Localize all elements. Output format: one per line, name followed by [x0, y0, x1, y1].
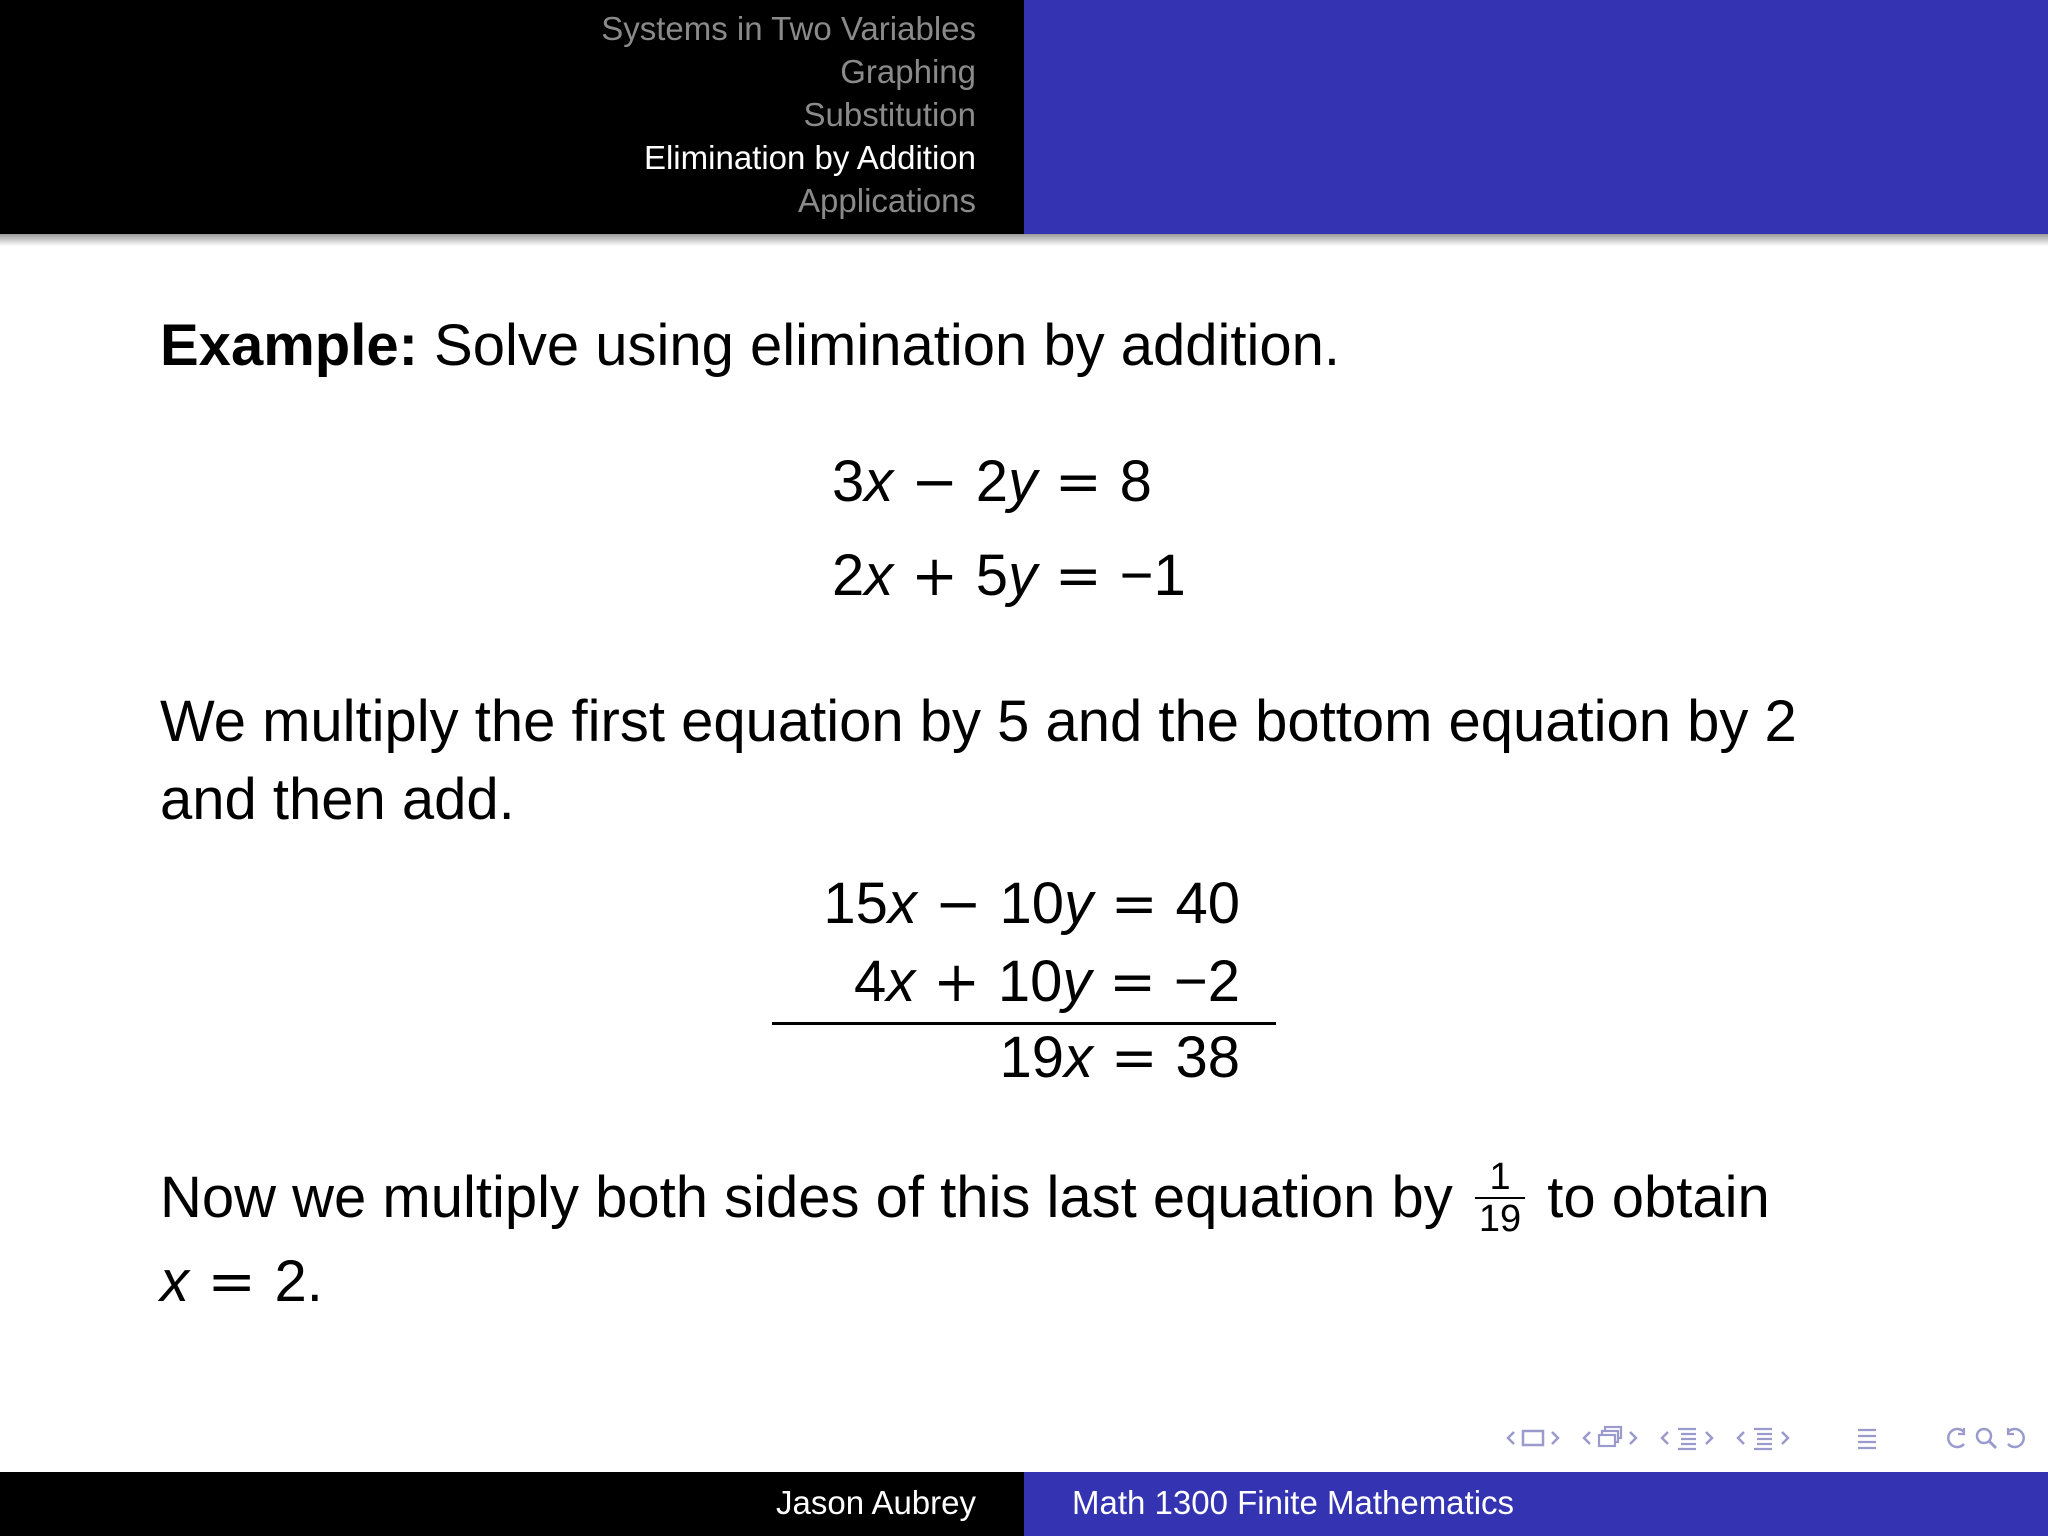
- prev-arrow-icon[interactable]: [1580, 1428, 1594, 1448]
- example-statement: [160, 312, 1340, 379]
- frame-nav-group: [1504, 1426, 1562, 1450]
- section-nav-item-substitution[interactable]: Substitution: [803, 96, 976, 133]
- next-arrow-icon[interactable]: [1626, 1428, 1640, 1448]
- section-icon[interactable]: [1748, 1424, 1778, 1452]
- example-text: Solve using elimination by addition.: [417, 313, 1340, 378]
- section-nav-group: [1734, 1424, 1792, 1452]
- search-icon[interactable]: [1972, 1424, 2000, 1452]
- slides-stack-icon[interactable]: [1594, 1424, 1626, 1452]
- prev-arrow-icon[interactable]: [1504, 1428, 1518, 1448]
- header-left-panel: [0, 0, 1024, 234]
- section-nav-item-systems[interactable]: Systems in Two Variables: [601, 10, 976, 47]
- section-nav-item-elimination[interactable]: Elimination by Addition: [643, 139, 976, 176]
- prev-arrow-icon[interactable]: [1658, 1428, 1672, 1448]
- document-icon[interactable]: [1852, 1424, 1882, 1452]
- footer-bar: [0, 1472, 2048, 1536]
- header-bar: [0, 0, 2048, 234]
- header-right-panel: [1024, 0, 2048, 234]
- next-arrow-icon[interactable]: [1778, 1428, 1792, 1448]
- section-nav: [601, 7, 976, 222]
- section-nav-item-graphing[interactable]: Graphing: [840, 53, 976, 90]
- system-equation-1: 3x − 2y = 8: [832, 449, 1152, 515]
- footer-course: Math 1300 Finite Mathematics: [1024, 1472, 2048, 1536]
- system-equation-2: 2x + 5y = −1: [832, 543, 1186, 609]
- next-arrow-icon[interactable]: [1548, 1428, 1562, 1448]
- explanation-paragraph-2: Now we multiply both sides of this last equation by $\frac{1}{19}$ to obtain x = 2.: [160, 1155, 1770, 1315]
- prev-arrow-icon[interactable]: [1734, 1428, 1748, 1448]
- search-nav-group: [1942, 1424, 2030, 1452]
- header-shadow: [0, 234, 2048, 246]
- navigation-symbols: [1486, 1424, 2030, 1452]
- forward-loop-icon[interactable]: [2000, 1424, 2030, 1452]
- fraction-one-nineteenth: $\frac{1}{19}$: [1475, 1157, 1525, 1239]
- elimination-equation-2: 4x + 10y = −2: [854, 949, 1240, 1015]
- explanation-paragraph-1: We multiply the first equation by 5 and the bottom equation by 2 and then add.: [160, 689, 1797, 832]
- back-loop-icon[interactable]: [1942, 1424, 1972, 1452]
- next-arrow-icon[interactable]: [1702, 1428, 1716, 1448]
- section-nav-item-applications[interactable]: Applications: [798, 182, 976, 219]
- elimination-result: 19x = 38: [999, 1025, 1240, 1091]
- subsection-icon[interactable]: [1672, 1424, 1702, 1452]
- subsection-nav-group: [1658, 1424, 1716, 1452]
- footer-author: Jason Aubrey: [0, 1472, 1024, 1536]
- document-nav-group: [1852, 1424, 1882, 1452]
- elimination-equation-1: 15x − 10y = 40: [823, 871, 1240, 937]
- frame-icon[interactable]: [1518, 1426, 1548, 1450]
- example-label: Example:: [160, 313, 418, 378]
- slide-nav-group: [1580, 1424, 1640, 1452]
